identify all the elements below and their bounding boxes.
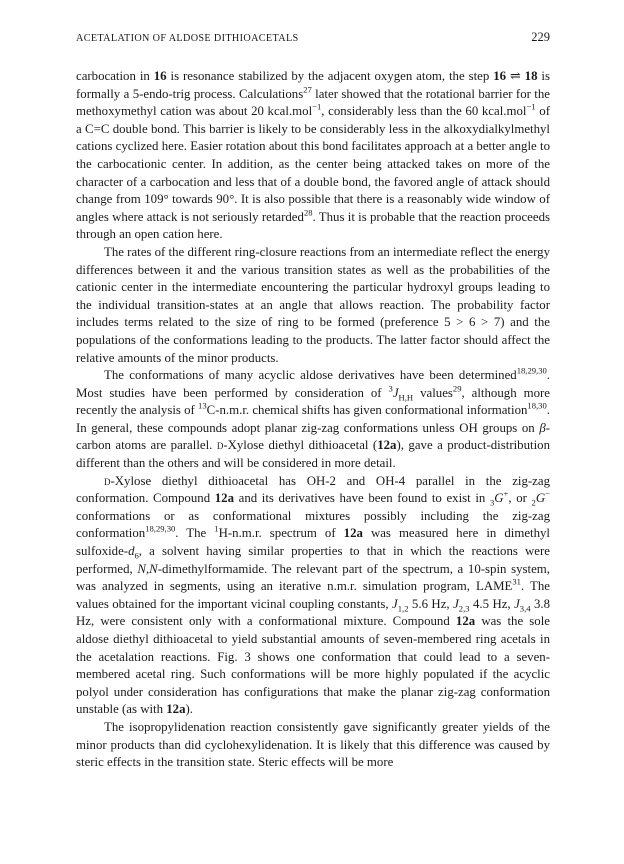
running-header [76, 30, 550, 56]
page-number: 229 [531, 30, 550, 44]
paragraph: The rates of the different ring-closure reactions from an intermediate reflect the energy differences between it and the various transition states as well as the probabilities of the cationic center in the intermediate encountering the particular hydroxyl groups leading to the individual transition-states at an angle that allows reaction. The probability factor includes terms related to the size of ring to be formed (preference 5 > 6 > 7) and the populations of the conformations leading to the products. The latter factor should affect the relative amounts of the minor products. [76, 244, 551, 365]
running-title: ACETALATION OF ALDOSE DITHIOACETALS [76, 33, 299, 44]
journal-page [76, 30, 550, 772]
paragraph: carbocation in 16 is resonance stabilized by the adjacent oxygen atom, the step 16 ⇌ 18 is formally a 5-endo-trig process. Calculations$^{27}$ later showed that the rotational barrier for the methoxymethyl cation was about 20 kcal.mol$^{-1}$, considerably less than the 60 kcal.mol$^{-1}$ of a C=C double bond. This barrier is likely to be considerably less in the alkoxydialkylmethyl cations cyclized here. Easier rotation about this bond facilitates approach at a better angle to the carbocationic center. In addition, as the center being attacked takes on more of the character of a carbocation and less that of a double bond, the favored angle of attack should change from 109° towards 90°. It is also possible that there is a reasonably wide window of angles where attack is not seriously retarded$^{28}$. Thus it is probable that the reaction proceeds through an open cation here. [76, 69, 551, 242]
body-text [76, 68, 550, 772]
paragraph: d-Xylose diethyl dithioacetal has OH-2 and OH-4 parallel in the zig-zag conformation. Compound 12a and its derivatives have been found to exist in $_3$G+, or $_2$G− conformations or as conformational mixtures possibly including the zig-zag conformation$^{18,29,30}$. The $^1$H-n.m.r. spectrum of 12a was measured here in dimethyl sulfoxide-$d_6$, a solvent having similar properties to that in which the reactions were performed, N,N-dimethylformamide. The relevant part of the spectrum, a 10-spin system, was analyzed in segments, using an iterative n.m.r. simulation program, LAME$^{31}$. The values obtained for the important vicinal coupling constants, $J_{1,2}$ 5.6 Hz, $J_{2,3}$ 4.5 Hz, $J_{3,4}$ 3.8 Hz, were consistent only with a conformational mixture. Compound 12a was the sole aldose diethyl dithioacetal to yield substantial amounts of seven-membered ring acetals in the acetalation reactions. Fig. 3 shows one conformation that could lead to a seven-membered acetal ring. Such conformations will be more highly populated if the acyclic polyol under consideration has configurations that make the planar zig-zag conformation unstable (as with 12a). [76, 473, 551, 717]
paragraph: The conformations of many acyclic aldose derivatives have been determined$^{18,29,30}$. Most studies have been performed by consideration of $^3J_{H,H}$ values$^{29}$, although more recently the analysis of $^{13}$C-n.m.r. chemical shifts has given conformational information$^{18,30}$. In general, these compounds adopt planar zig-zag conformations unless OH groups on β-carbon atoms are parallel. d-Xylose diethyl dithioacetal (12a), gave a product-distribution different than the others and will be considered in more detail. [76, 365, 550, 471]
paragraph: The isopropylidenation reaction consistently gave significantly greater yields of the minor products than did cyclohexylidenation. It is likely that this difference was caused by steric effects in the transition state. Steric effects will be more [76, 719, 550, 770]
